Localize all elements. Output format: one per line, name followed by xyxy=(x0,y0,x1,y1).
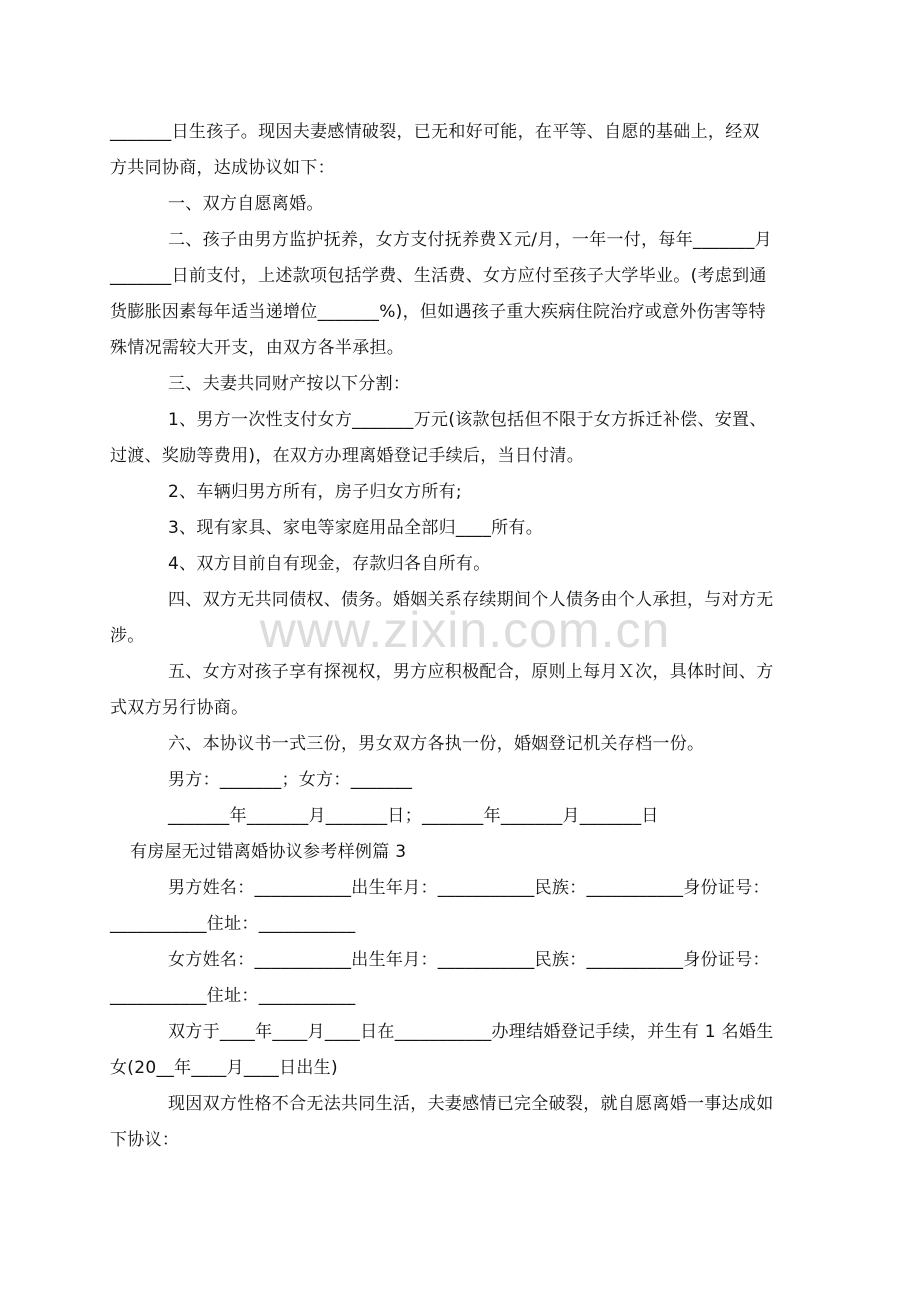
paragraph-line: _______日生孩子。现因夫妻感情破裂，已无和好可能，在平等、自愿的基础上，经双 xyxy=(110,122,760,142)
signature-line: 男方：_______；女方：_______ xyxy=(168,770,413,790)
form-line: ___________住址：___________ xyxy=(110,986,356,1006)
date-line: _______年_______月_______日；_______年_______月_______日 xyxy=(168,806,659,826)
paragraph-line: 女(20__年____月____日出生) xyxy=(110,1058,338,1078)
paragraph-line: 3、现有家具、家电等家庭用品全部归____所有。 xyxy=(168,518,544,538)
paragraph-line: 过渡、奖励等费用)，在双方办理离婚登记手续后，当日付清。 xyxy=(110,446,585,466)
section-title: 有房屋无过错离婚协议参考样例篇 3 xyxy=(130,842,407,862)
paragraph-line: 方共同协商，达成协议如下： xyxy=(110,158,335,178)
form-line: 女方姓名：___________出生年月：___________民族：___________身份证号： xyxy=(168,950,770,970)
form-line: ___________住址：___________ xyxy=(110,914,356,934)
paragraph-line: 双方于____年____月____日在___________办理结婚登记手续，并生有 1 名婚生 xyxy=(168,1022,774,1042)
paragraph-line: 式双方另行协商。 xyxy=(110,698,249,718)
paragraph-line: 一、双方自愿离婚。 xyxy=(168,194,324,214)
paragraph-line: 四、双方无共同债权、债务。婚姻关系存续期间个人债务由个人承担，与对方无 xyxy=(168,590,774,610)
paragraph-line: 五、女方对孩子享有探视权，男方应积极配合，原则上每月Ｘ次，具体时间、方 xyxy=(168,662,774,682)
paragraph-line: 2、车辆归男方所有，房子归女方所有; xyxy=(168,482,462,502)
paragraph-line: 涉。 xyxy=(110,626,145,646)
form-line: 男方姓名：___________出生年月：___________民族：___________身份证号： xyxy=(168,878,770,898)
paragraph-line: 二、孩子由男方监护抚养，女方支付抚养费Ｘ元/月，一年一付，每年_______月 xyxy=(168,230,772,250)
paragraph-line: _______日前支付，上述款项包括学费、生活费、女方应付至孩子大学毕业。(考虑到通 xyxy=(110,266,767,286)
paragraph-line: 4、双方目前自有现金，存款归各自所有。 xyxy=(168,554,491,574)
paragraph-line: 现因双方性格不合无法共同生活，夫妻感情已完全破裂，就自愿离婚一事达成如 xyxy=(168,1094,774,1114)
paragraph-line: 1、男方一次性支付女方_______万元(该款包括但不限于女方拆迁补偿、安置、 xyxy=(168,410,767,430)
paragraph-line: 六、本协议书一式三份，男女双方各执一份，婚姻登记机关存档一份。 xyxy=(168,734,705,754)
paragraph-line: 殊情况需较大开支，由双方各半承担。 xyxy=(110,338,405,358)
paragraph-line: 三、夫妻共同财产按以下分割： xyxy=(168,374,411,394)
watermark: www.zixin.com.cn xyxy=(259,602,671,658)
paragraph-line: 下协议： xyxy=(110,1130,180,1150)
paragraph-line: 货膨胀因素每年适当递增位_______%)，但如遇孩子重大疾病住院治疗或意外伤害等特 xyxy=(110,302,766,322)
